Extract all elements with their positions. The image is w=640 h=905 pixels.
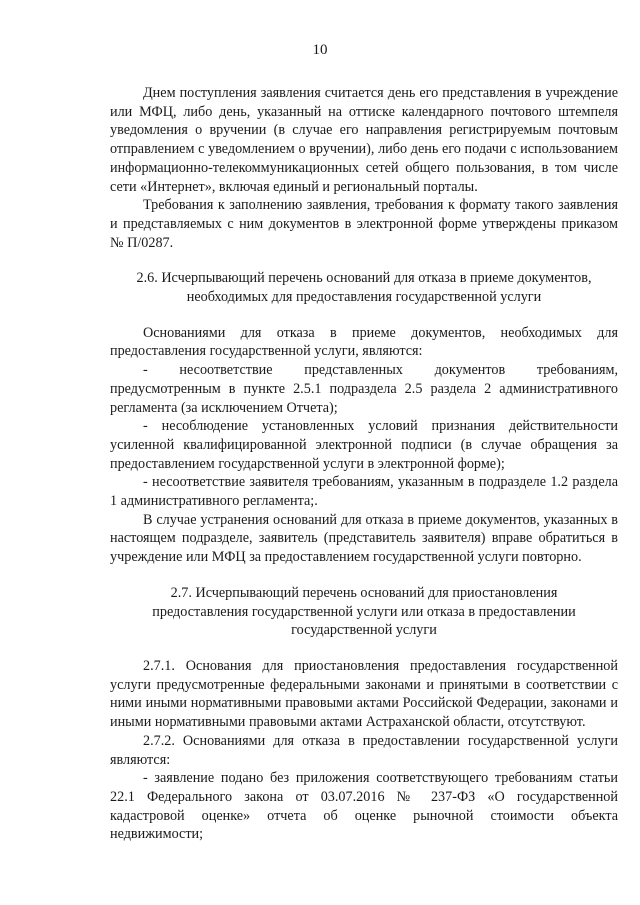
list-item: - заявление подано без приложения соответствующего требованиям статьи 22.1 Федерального закона от 03.07.2016 № 237-ФЗ «О государственной кадастровой оценке» отчета об оценке рыночной стоимости объекта недвижимости; — [110, 770, 618, 843]
section-heading-2-7 — [110, 584, 618, 640]
heading-line: предоставления государственной услуги или отказа в предоставлении — [152, 603, 576, 620]
section-heading-2-6 — [110, 269, 618, 306]
paragraph: Днем поступления заявления считается день его представления в учреждение или МФЦ, либо день, указанный на оттиске календарного почтового штемпеля уведомления о вручении (в случае его направления регистрируемым почтовым отправлением с уведомлением о вручении), либо день его подачи с использованием информационно-телекоммуникационных сетей общего пользования, в том числе сети «Интернет», включая единый и региональный порталы. — [110, 85, 618, 195]
heading-line: необходимых для предоставления государственной услуги — [186, 289, 542, 306]
list-item: - несоответствие представленных документов требованиям, предусмотренным в пункте 2.5.1 подраздела 2.5 раздела 2 административного регламента (за исключением Отчета); — [110, 362, 618, 416]
heading-line: 2.6. Исчерпывающий перечень оснований для отказа в приеме документов, — [136, 270, 592, 287]
paragraph: В случае устранения оснований для отказа в приеме документов, указанных в настоящем подразделе, заявитель (представитель заявителя) вправе обратиться в учреждение или МФЦ за предоставлением государственной услуги повторно. — [110, 511, 618, 566]
document-body — [110, 84, 618, 844]
paragraph: Основаниями для отказа в приеме документов, необходимых для предоставления государственной услуги, являются: — [110, 324, 618, 360]
paragraph: Требования к заполнению заявления, требования к формату такого заявления и представляемых с ним документов в электронной форме утверждены приказом № П/0287. — [110, 197, 618, 251]
paragraph: 2.7.2. Основаниями для отказа в предоставлении государственной услуги являются: — [110, 732, 618, 768]
paragraph: 2.7.1. Основания для приостановления предоставления государственной услуги предусмотренные федеральными законами и принятыми в соответствии с ними иными нормативными правовыми актами Российской Федерации, законами и иными нормативными правовыми актами Астраханской области, отсутствуют. — [110, 657, 618, 731]
page-number: 10 — [312, 42, 328, 58]
heading-line: государственной услуги — [291, 622, 437, 639]
list-item: - несоответствие заявителя требованиям, указанным в подразделе 1.2 раздела 1 административного регламента;. — [110, 474, 618, 510]
heading-line: 2.7. Исчерпывающий перечень оснований для приостановления — [170, 584, 558, 601]
list-item: - несоблюдение установленных условий признания действительности усиленной квалифицированной электронной подписи (в случае обращения за предоставлением государственной услуги в электронной форме); — [110, 418, 618, 472]
